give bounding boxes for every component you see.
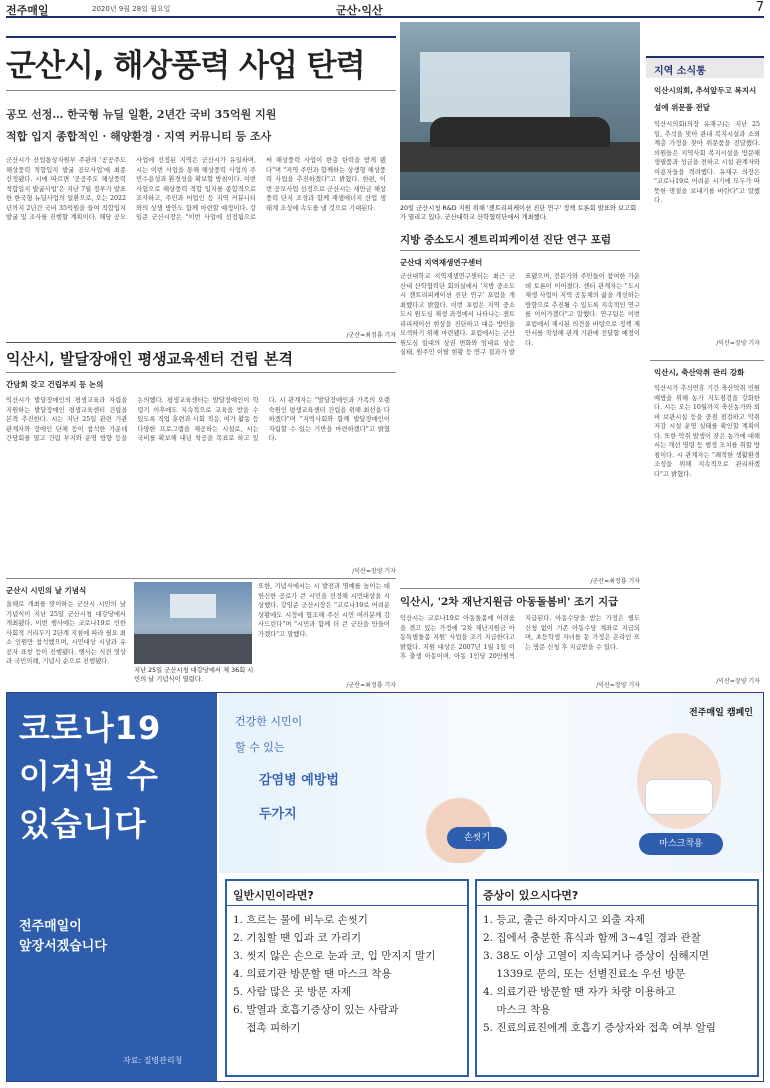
story2-body: 군산대학교 지역재생연구센터는 최근 군산대 산학협력단 회의실에서 '지방 중소도시 젠트리피케이션 진단 연구' 포럼을 개최했다고 밝혔다. 이번 포럼은 지역 중소도시 원도심 재생 과정에서 나타나는 젠트리피케이션 현상을 진단하고 대응 방안을 모색하기 위해 마련됐다. 포럼에서는 군산 원도심 일대의 상권 변화와 임대료 상승 실태, 원주민 이탈 현황 등 연구 결과가 발표됐으며, 전문가와 주민들이 참여한 가운데 토론이 이어졌다. 센터 관계자는 "도시재생 사업이 지역 공동체의 삶을 개선하는 방향으로 추진될 수 있도록 지속적인 연구를 이어가겠다"고 말했다. 연구팀은 이번 포럼에서 제시된 의견을 바탕으로 정책 제안서를 작성해 관계 기관에 전달할 예정이다. (400, 273, 640, 356)
list-item: 2. 집에서 충분한 휴식과 함께 3~4일 경과 관찰 (483, 932, 701, 944)
story2-lead: 군산대 지역재생연구센터 (400, 258, 483, 267)
sidebar-item1-body: 익산시의회(의장 유재구)는 지난 25일, 추석을 맞아 관내 복지시설과 소외계층 가정을 찾아 위문품을 전달했다. 의원들은 지역사회 복지시설을 방문해 생필품과 성금을 전하고 시설 관계자와 이용자들을 격려했다. 유재구 의장은 "코로나19로 어려운 시기에 모두가 따뜻한 명절을 보내기를 바란다"고 말했다. (654, 121, 760, 204)
list-item: 3. 38도 이상 고열이 지속되거나 증상이 심해지면 (483, 950, 709, 962)
ad-prompt-line3: 감염병 예방법 (259, 773, 339, 788)
mask-label: 마스크착용 (659, 839, 703, 849)
sidebar-item1-byline: /익산=장양 기자 (716, 340, 760, 347)
stage-screen (170, 594, 216, 618)
story4-body: 올해로 개최를 맞이하는 군산시 시민의 날 기념식이 지난 25일 군산시청 대강당에서 개최됐다. 이번 행사에는 코로나19로 인한 사회적 거리두기 2단계 지침에 따라 필요 최소 인원만 참석했으며, 시민대상 시상과 유공자 표창 등이 진행됐다. 행사는 식전 영상과 국민의례, 기념사 순으로 진행됐다. (6, 601, 126, 665)
symptomatic-heading: 증상이 있으시다면? (483, 889, 579, 902)
story2-title: 지방 중소도시 젠트리피케이션 진단 연구 포럼 (400, 234, 611, 246)
list-item: 4. 의료기관 방문할 땐 자가 차량 이용하고 (483, 986, 676, 998)
ad-left-panel (7, 693, 217, 1081)
ad-prompt-line4: 두가지 (259, 807, 297, 822)
ad-prompt-line1: 건강한 시민이 (235, 715, 303, 728)
ad-campaign-label: 전주매일 캠페인 (689, 708, 753, 718)
general-citizen-box (225, 879, 469, 1077)
list-item: 3. 씻지 않은 손으로 눈과 코, 입 만지지 말기 (233, 950, 436, 962)
issue-date: 2020년 9월 28일 월요일 (92, 5, 171, 13)
story5-top-rule (400, 588, 640, 589)
sidebar-item2-byline: /익산=장양 기자 (716, 678, 760, 685)
general-citizen-list (233, 911, 465, 1037)
lead-subhead-1: 공모 선정… 한국형 뉴딜 일환, 2년간 국비 35억원 지원 (6, 108, 277, 121)
lead-body: 군산시가 산업통상자원부 주관의 '공공주도 해상풍력 적합입지 발굴 공모사업'에 최종 선정됐다. 시에 따르면 '공공주도 해상풍력 적합입지 발굴사업'은 지난 7월 정부가 발표한 한국형 뉴딜사업의 일환으로, 오는 2022년까지 2년간 국비 35억원을 들여 적합입지 발굴 및 조사를 진행할 계획이다. 해당 공모 사업에 선정된 지역은 군산시가 유일하며, 시는 이번 사업을 통해 해상풍력 사업의 주민수용성과 환경성을 확보할 방침이다. 이번 사업으로 해상풍력 적합 입지를 종합적으로 조사하고, 주민과 어업인 등 지역 커뮤니티와의 상생 방안도 함께 마련할 예정이다. 강임준 군산시장은 "이번 사업에 선정됨으로써 해상풍력 사업이 한층 탄력을 받게 됐다"며 "지역 주민과 함께하는 상생형 해상풍력 사업을 추진하겠다"고 밝혔다. 한편, 이번 공모사업 선정으로 군산시는 새만금 해상풍력 단지 조성과 함께 재생에너지 산업 생태계 조성에 속도를 낼 것으로 기대된다. (6, 157, 386, 221)
sidebar-label: 지역 소식통 (654, 66, 706, 77)
story4-title: 군산시 시민의 날 기념식 (6, 586, 87, 595)
story5-byline: /익산=장양 기자 (596, 682, 640, 689)
audience (134, 634, 252, 664)
handwash-label: 손씻기 (463, 833, 491, 843)
general-citizen-heading: 일반시민이라면? (233, 889, 314, 902)
list-item: 1339로 문의, 또는 선별진료소 우선 방문 (483, 968, 686, 980)
ad-title-line3: 있습니다 (19, 805, 147, 843)
section-name: 군산·익산 (336, 4, 383, 17)
story4-top-rule (6, 578, 396, 579)
sidebar-header (646, 56, 764, 78)
story2-byline: /군산=최정룡 기자 (590, 578, 640, 585)
mask-icon (645, 779, 713, 815)
page-number: 7 (755, 0, 764, 15)
story3-rule (6, 372, 396, 373)
masthead (6, 0, 764, 18)
ad-org-line2: 앞장서겠습니다 (19, 939, 107, 954)
list-item: 5. 진료의료진에게 호흡기 증상자와 접촉 여부 알림 (483, 1022, 716, 1034)
ad-illustration (219, 693, 763, 873)
lead-body-cont (258, 110, 386, 330)
sidebar-item2-body: 익산시가 추석연휴 기간 축산악취 민원 예방을 위해 농가 지도점검을 강화한다. 시는 오는 10월까지 축산농가와 퇴비 보관시설 등을 중점 점검하고 악취 저감 시설 운영 실태를 확인할 계획이다. 또한 악취 발생이 잦은 농가에 대해서는 개선 명령 등 행정 조치를 취할 방침이다. 시 관계자는 "쾌적한 생활환경 조성을 위해 지속적으로 관리하겠다"고 밝혔다. (654, 385, 760, 478)
general-heading-rule (227, 905, 467, 906)
symptomatic-list (483, 911, 757, 1037)
ceremony-photo (134, 582, 252, 664)
list-item: 6. 발열과 호흡기증상이 있는 사람과 (233, 1004, 399, 1016)
story4-byline: /군산=최정룡 기자 (346, 682, 396, 689)
ad-prompt-line2: 할 수 있는 (235, 741, 285, 754)
story3-lead: 간담회 갖고 건립부지 등 논의 (6, 380, 104, 389)
lead-top-rule (6, 36, 396, 38)
story4-body2: 또한, 기념식에서는 시 발전과 명예를 높이는 데 헌신한 공로가 큰 시민을 선정해 시민대상을 시상했다. 강임준 군산시장은 "코로나19로 어려운 상황에도 시정에 협조해 주신 시민 여러분께 감사드린다"며 "시민과 함께 더 큰 군산을 만들어 가겠다"고 말했다. (258, 583, 390, 638)
lead-headline: 군산시, 해상풍력 사업 탄력 (6, 48, 365, 84)
handwash-illustration (399, 783, 519, 863)
covid-campaign-ad (6, 692, 764, 1082)
ad-source: 자료: 질병관리청 (123, 1056, 183, 1065)
symptomatic-box (475, 879, 759, 1077)
list-item: 5. 사람 많은 곳 방문 자제 (233, 986, 351, 998)
sidebar-divider (650, 360, 764, 361)
ad-org-line1: 전주매일이 (19, 919, 82, 934)
sidebar-item1-title: 익산시의회, 추석앞두고 복지시설에 위문품 전달 (654, 86, 757, 112)
story3-byline: /익산=장양 기자 (352, 568, 396, 575)
symptomatic-heading-rule (477, 905, 757, 906)
lead-subhead-2: 적합 입지 종합적인 · 해양환경 · 지역 커뮤니티 등 조사 (6, 130, 272, 143)
story3-body: 익산시가 발달장애인의 평생교육과 자립을 지원하는 발달장애인 평생교육센터 건립을 본격 추진한다. 시는 지난 25일 관련 기관 관계자와 장애인 단체 등이 참석한 가운데 간담회를 열고 건립 부지와 운영 방향 등을 논의했다. 평생교육센터는 발달장애인이 학령기 이후에도 지속적으로 교육을 받을 수 있도록 직업 훈련과 사회 적응, 여가 활동 등 다양한 프로그램을 제공하는 시설로, 시는 국비를 확보해 내년 착공을 목표로 하고 있다. 시 관계자는 "발달장애인과 가족의 오랜 숙원인 평생교육센터 건립을 위해 최선을 다하겠다"며 "지역사회와 함께 발달장애인이 자립할 수 있는 기반을 마련하겠다"고 밝혔다. (6, 397, 390, 442)
paper-name: 전주매일 (6, 4, 49, 17)
list-item: 마스크 착용 (483, 1004, 551, 1016)
ad-title-line1: 코로나19 (19, 709, 162, 747)
story5-title: 익산시, '2차 재난지원금 아동돌봄비' 조기 지급 (400, 596, 619, 608)
story3-title: 익산시, 발달장애인 평생교육센터 건립 본격 (6, 350, 293, 368)
sidebar-item2-title: 익산시, 축산악취 관리 강화 (654, 368, 745, 377)
story5-body: 익산시는 코로나19로 아동돌봄에 어려움을 겪고 있는 가정에 '2차 재난지원금 아동특별돌봄 지원' 사업을 조기 지급한다고 밝혔다. 지원 대상은 2007년 1월 1일 이후 출생 아동이며, 아동 1인당 20만원씩 지급된다. 아동수당을 받는 가정은 별도 신청 없이 기존 아동수당 계좌로 지급되며, 초등학생 자녀를 둔 가정은 온라인 또는 방문 신청 후 지급받을 수 있다. (400, 615, 640, 660)
list-item: 접촉 피하기 (233, 1022, 301, 1034)
mask-label-pill (639, 833, 723, 855)
mask-illustration (619, 729, 739, 859)
photo1-caption: 20일 군산시청 R&D 지원 위해 '젠트리피케이션 진단 연구' 정책 토론회 발표와 보고회가 열리고 있다. 군산대학교 산학협력단에서 개최했다. (400, 205, 637, 221)
forum-photo (400, 22, 640, 200)
list-item: 4. 의료기관 방문할 땐 마스크 착용 (233, 968, 392, 980)
lead-rule (6, 90, 396, 91)
list-item: 1. 등교, 출근 하지마시고 외출 자제 (483, 914, 645, 926)
photo-banner (420, 52, 570, 122)
list-item: 1. 흐르는 물에 비누로 손씻기 (233, 914, 368, 926)
list-item: 2. 기침할 땐 입과 코 가리기 (233, 932, 362, 944)
ad-title-line2: 이겨낼 수 (19, 757, 159, 795)
story2-rule (400, 250, 640, 251)
lead-byline: /군산=최정룡 기자 (346, 332, 396, 339)
handwash-icon (447, 827, 507, 849)
photo-people (430, 117, 610, 147)
story4-caption: 지난 25일 군산시청 대강당에서 제 36회 시민의 날 기념식이 열렸다. (134, 667, 254, 683)
story3-top-rule (6, 342, 396, 343)
